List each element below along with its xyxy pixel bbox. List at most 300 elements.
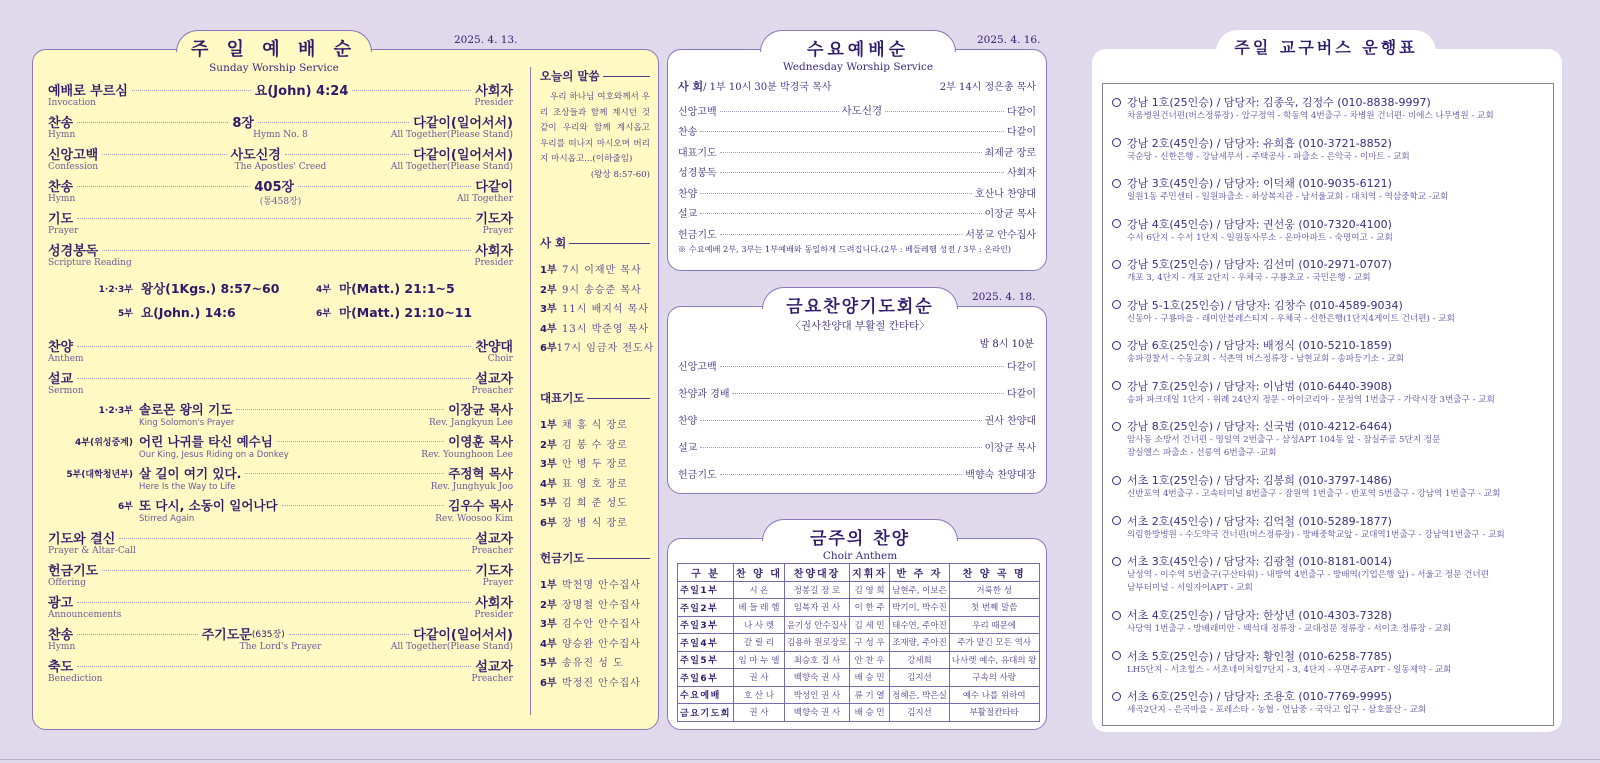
bus-route-title: 서초 4호(25인승) / 담당자: 한상년 (010-4303-7328) — [1127, 609, 1392, 622]
leader-dots — [720, 366, 1004, 367]
leader-dots — [285, 154, 409, 155]
order-item-kr: 기도 — [48, 211, 74, 227]
column-header: 구 분 — [678, 564, 734, 582]
scripture-ref: 왕상(1Kgs.) 8:57~60 — [141, 281, 280, 296]
leader-dots — [700, 213, 981, 214]
bus-header-tab — [1216, 30, 1436, 57]
order-line-en — [48, 354, 513, 366]
friday-time: 밤 8시 10분 — [979, 339, 1034, 350]
table-cell: 강세희 — [890, 651, 950, 669]
sermon-service: 5부(대학청년부) — [66, 469, 133, 480]
order-item-en: Confession — [48, 162, 99, 172]
order-line — [48, 208, 513, 226]
table-cell: 구 성 우 — [850, 634, 890, 652]
sidebar-row — [540, 473, 650, 493]
order-item-leader: 다같이(일어서서) — [413, 115, 513, 131]
order-item-kr: 찬송 — [48, 179, 74, 195]
prayer-heading — [540, 390, 650, 406]
offering-list — [540, 574, 650, 691]
order-item: 찬양 — [678, 416, 698, 427]
order-item-detail: 주기도문 — [201, 627, 252, 643]
order-item-leader: 기도자 — [475, 563, 513, 579]
bus-route-header — [1112, 175, 1553, 191]
sermon-title-en: Stirred Again — [139, 514, 195, 524]
order-item-leader-en: Prayer — [482, 578, 513, 588]
table-row — [678, 686, 1040, 704]
bus-route-stops: 송파경찰서 - 수동교회 - 석촌역 버스정류장 - 남현교회 - 송파등기소 - 교회 — [1127, 354, 1405, 364]
heading-text: 사 회 — [540, 236, 567, 250]
presider-1: / 1부 10시 30분 박경국 목사 — [703, 82, 832, 93]
service-number: 2부 — [540, 439, 557, 451]
table-cell: 안 찬 우 — [850, 651, 890, 669]
order-line — [48, 80, 513, 98]
bus-route-header — [1112, 553, 1553, 569]
leader-dots — [885, 111, 1004, 112]
service-number: 6부 — [540, 677, 557, 689]
order-item: 찬양 — [678, 188, 698, 200]
leader-dots — [352, 90, 471, 91]
sidebar-row — [540, 652, 650, 672]
order-item-en: Announcements — [48, 610, 122, 620]
leader-dots — [282, 505, 445, 506]
sermon-preacher-en: Rev. Woosoo Kim — [435, 514, 513, 524]
leader-dots — [102, 250, 471, 251]
table-row — [678, 599, 1040, 617]
leader-dots — [720, 172, 1004, 173]
friday-prayer-panel — [667, 306, 1047, 494]
choir-anthem-panel — [667, 538, 1047, 730]
leader-dots — [77, 346, 471, 347]
sermon-preacher: 김우수 목사 — [448, 498, 513, 513]
order-item-leader: 다같이 — [475, 179, 514, 195]
friday-order-list — [678, 352, 1036, 487]
leader-dots — [119, 538, 471, 539]
service-number: 1부 — [540, 420, 557, 432]
order-row — [678, 182, 1036, 203]
presider-first — [678, 78, 831, 94]
order-row — [48, 560, 513, 592]
sidebar-row — [540, 574, 650, 594]
order-item-kr: 신앙고백 — [48, 147, 99, 163]
table-cell: 태수연, 주아진 — [890, 616, 950, 634]
circle-bullet-icon — [1112, 692, 1121, 701]
bus-route-stops: 의림한방병원 - 수도약국 건너편(버스정류장) - 방배중학교앞 - 교대역1번출구 - 강남역1번출구 - 교회 — [1127, 529, 1505, 540]
order-item: 헌금기도 — [678, 470, 717, 481]
sermon-title-en: Here Is the Way to Life — [139, 482, 236, 492]
table-row — [678, 616, 1040, 634]
column-header: 지휘자 — [850, 564, 890, 582]
sidebar-row — [540, 633, 650, 653]
sidebar-row — [540, 613, 650, 633]
verse-reference: (왕상 8:57-60) — [590, 169, 650, 180]
order-row — [678, 460, 1036, 487]
sermon-preacher: 이영훈 목사 — [448, 434, 513, 449]
bus-route-item — [1112, 472, 1553, 513]
table-cell: 김용하 원로장로 — [784, 634, 849, 652]
sermon-preacher-en: Rev. Jangkyun Lee — [429, 418, 513, 428]
order-item-detail-en: The Apostles' Creed — [234, 162, 327, 172]
order-line — [48, 112, 513, 130]
order-item-kr: 찬송 — [48, 627, 74, 643]
service-number: 3부 — [540, 304, 557, 316]
bus-route-stops: 잠실엘스 파출소 - 선릉역 6번출구 -교회 — [1127, 448, 1277, 458]
order-line-en — [48, 578, 513, 590]
presider-label: 사 회 — [678, 80, 704, 93]
order-item-leader-en: Choir — [487, 354, 513, 364]
order-row — [678, 223, 1036, 244]
table-cell: 정봉길 장 로 — [784, 581, 849, 599]
bus-route-title: 서초 3호(45인승) / 담당자: 김광철 (010-8181-0014) — [1127, 555, 1392, 568]
wednesday-title: 수요예배순 — [806, 40, 910, 60]
sermon-title: 솔로몬 왕의 기도 — [139, 402, 233, 417]
order-item-leader-en: Presider — [474, 258, 513, 268]
order-item-leader-en: Prayer — [482, 226, 513, 236]
assignee: 박정진 안수집사 — [562, 677, 641, 689]
order-line-en — [48, 98, 513, 110]
table-cell: 예수 나를 위하여 — [949, 686, 1039, 704]
column-header: 찬 양 대 — [733, 564, 784, 582]
table-cell: 백향숙 권 사 — [784, 704, 849, 722]
leader-dots — [732, 393, 1004, 394]
table-cell: 조재량, 주아진 — [890, 634, 950, 652]
assignee: 표 영 호 장로 — [562, 478, 628, 490]
assignee: 17시 임금자 전도사 — [556, 343, 655, 355]
service-tag: 6부 — [316, 308, 331, 319]
heading-rule — [603, 76, 650, 77]
circle-bullet-icon — [1112, 179, 1121, 188]
order-line — [48, 176, 513, 194]
sermon-title-en: King Solomon's Prayer — [139, 418, 235, 428]
service-number: 4부 — [540, 323, 557, 335]
order-item-leader: 기도자 — [475, 211, 513, 227]
table-row — [678, 704, 1040, 722]
order-row — [48, 528, 513, 560]
sermon-row — [48, 400, 513, 432]
order-item-leader: 서봉교 안수집사 — [965, 229, 1036, 241]
bus-routes-list — [1102, 83, 1554, 726]
sermon-title: 어린 나귀를 타신 예수님 — [139, 434, 273, 449]
bus-route-stops: 세곡2단지 - 은곡마을 - 포레스타 - 농협 - 언남중 - 국악고 입구 - 삼호물산 - 교회 — [1127, 705, 1427, 715]
sermon-line — [48, 400, 513, 418]
order-row — [678, 100, 1036, 121]
table-cell: 김지선 — [890, 704, 950, 722]
order-line — [48, 560, 513, 578]
sunday-title: 주 일 예 배 순 — [190, 39, 357, 60]
prayer-list — [540, 414, 650, 531]
table-cell: 주일6부 — [678, 669, 734, 687]
table-cell: 주일5부 — [678, 651, 734, 669]
order-item: 설교 — [678, 209, 698, 221]
table-cell: 베 들 레 헴 — [733, 599, 784, 617]
sermon-line — [48, 496, 513, 514]
service-tag: 4부 — [316, 284, 331, 295]
assignee: 장 병 식 장로 — [562, 517, 628, 529]
sermon-preacher-en: Rev. Younghoon Lee — [421, 450, 513, 460]
sidebar-row — [540, 414, 650, 434]
order-item-kr: 예배로 부르심 — [48, 83, 128, 99]
circle-bullet-icon — [1112, 516, 1121, 525]
bus-route-header — [1112, 216, 1553, 232]
order-row — [48, 176, 513, 208]
bus-route-header — [1112, 337, 1553, 353]
order-line-en — [48, 226, 513, 238]
order-item-leader: 권사 찬양대 — [984, 416, 1036, 427]
leader-dots — [700, 131, 1004, 132]
wednesday-order-list — [678, 100, 1036, 244]
assignee: 채 홍 식 장로 — [562, 420, 628, 432]
scripture-row — [48, 300, 513, 324]
order-item-en: Sermon — [48, 386, 84, 396]
offering-prayer-block — [540, 550, 650, 691]
circle-bullet-icon — [1112, 611, 1121, 620]
order-line — [48, 368, 513, 386]
order-row — [678, 433, 1036, 460]
scripture-ref: 마(Matt.) 21:10~11 — [339, 305, 473, 320]
table-cell: 김 영 희 — [850, 581, 890, 599]
friday-header-tab — [762, 287, 958, 332]
order-line — [48, 592, 513, 610]
friday-title: 금요찬양기도회순 — [786, 297, 934, 317]
sidebar-row — [540, 259, 650, 279]
service-number: 5부 — [540, 498, 557, 510]
order-item-detail: 8장 — [232, 115, 254, 131]
leader-dots — [236, 409, 444, 410]
sidebar-divider — [530, 67, 531, 715]
assignee: 양승완 안수집사 — [562, 638, 641, 650]
order-item-en: Hymn — [48, 194, 76, 204]
leader-dots — [102, 154, 226, 155]
order-item-kr: 헌금기도 — [48, 563, 99, 579]
order-item-en: Benediction — [48, 674, 103, 684]
order-item: 성경봉독 — [678, 168, 717, 180]
bus-route-title: 강남 8호(25인승) / 담당자: 신국범 (010-4212-6464) — [1127, 420, 1392, 433]
order-item-en: Scripture Reading — [48, 258, 132, 268]
bus-route-title: 강남 5호(25인승) / 담당자: 김선미 (010-2971-0707) — [1127, 258, 1392, 271]
bus-route-stops: 국순당 - 신한은행 - 강남세무서 - 주택공사 - 파출소 - 은악국 - 이마트 - 교회 — [1127, 151, 1410, 162]
order-line-en — [48, 546, 513, 558]
table-cell: 임 마 누 엘 — [733, 651, 784, 669]
order-row — [678, 352, 1036, 379]
circle-bullet-icon — [1112, 651, 1121, 660]
choir-header-tab — [762, 519, 958, 562]
order-item-leader: 다같이 — [1007, 106, 1037, 118]
scripture-ref: 마(Matt.) 21:1~5 — [339, 281, 455, 296]
presiders-heading — [540, 235, 650, 251]
order-item: 신앙고백 — [678, 362, 717, 373]
table-cell: 최승호 집 사 — [784, 651, 849, 669]
assignee: 송유진 성 도 — [562, 658, 624, 670]
bus-route-header — [1112, 418, 1553, 434]
order-item-en: Hymn — [48, 642, 76, 652]
column-header: 반 주 자 — [890, 564, 950, 582]
leader-dots — [77, 634, 197, 635]
service-number: 3부 — [540, 619, 557, 631]
sermon-preacher: 이장균 목사 — [448, 402, 513, 417]
order-item-detail: 사도신경 — [841, 104, 883, 117]
order-item: 대표기도 — [678, 147, 717, 159]
leader-dots — [700, 193, 972, 194]
sermon-service: 6부 — [118, 501, 133, 512]
table-cell: 금요기도회 — [678, 704, 734, 722]
order-item-detail: 사도신경 — [230, 147, 281, 163]
leader-dots — [77, 218, 471, 219]
order-item-en: Prayer — [48, 226, 79, 236]
leader-dots — [720, 152, 982, 153]
order-row — [48, 208, 513, 240]
sidebar-row — [540, 594, 650, 614]
order-item-leader: 다같이 — [1007, 389, 1036, 400]
bus-route-title: 강남 1호(25인승) / 담당자: 김종욱, 김정수 (010-8838-9997) — [1127, 96, 1431, 109]
wednesday-header-tab — [760, 30, 956, 73]
sidebar-row — [540, 672, 650, 692]
order-item-en: Anthem — [48, 354, 84, 364]
bus-route-item — [1112, 648, 1553, 689]
service-number: 2부 — [540, 599, 557, 611]
bus-route-header — [1112, 688, 1553, 704]
heading-rule — [569, 243, 650, 244]
order-item-leader: 다같이(일어서서) — [413, 627, 513, 643]
bus-route-title: 강남 3호(45인승) / 담당자: 이덕채 (010-9035-6121) — [1127, 177, 1392, 190]
table-cell: 박성인 권 사 — [784, 686, 849, 704]
assignee: 박천명 안수집사 — [562, 580, 641, 592]
circle-bullet-icon — [1112, 381, 1121, 390]
sidebar-row — [540, 512, 650, 532]
order-item-kr: 광고 — [48, 595, 74, 611]
table-cell: 남현주, 이보은 — [890, 581, 950, 599]
service-number: 1부 — [540, 265, 557, 277]
order-item-en: Offering — [48, 578, 86, 588]
bus-route-item — [1112, 378, 1553, 419]
order-item-en: Invocation — [48, 98, 96, 108]
circle-bullet-icon — [1112, 476, 1121, 485]
assignee: 안 병 두 장로 — [562, 459, 628, 471]
table-row — [678, 634, 1040, 652]
sidebar-row — [540, 434, 650, 454]
sermon-row — [48, 496, 513, 528]
bus-route-item — [1112, 135, 1553, 176]
bus-route-item — [1112, 175, 1553, 216]
assignee: 김수안 안수집사 — [562, 619, 641, 631]
bus-route-stops: 수서 6단지 - 수서 1단지 - 일원동사무소 - 온마아파트 - 숙명여고 - 교회 — [1127, 232, 1393, 243]
offering-heading — [540, 550, 650, 566]
bus-route-title: 서초 2호(45인승) / 담당자: 김억철 (010-5289-1877) — [1127, 514, 1392, 528]
sunday-header-tab — [176, 30, 372, 74]
todays-word-heading — [540, 68, 650, 84]
table-cell: 주가 맡긴 모든 역사 — [949, 634, 1039, 652]
heading-text: 오늘의 말씀 — [540, 69, 600, 83]
order-item-detail-small: (635장) — [251, 629, 285, 640]
order-row — [48, 240, 513, 272]
order-line — [48, 528, 513, 546]
order-item-leader: 최제균 장로 — [984, 147, 1036, 159]
assignee: 장명철 안수집사 — [562, 599, 641, 611]
order-item-leader: 찬양대 — [475, 339, 513, 355]
table-cell: 부활절칸타타 — [949, 704, 1039, 722]
order-item-kr: 설교 — [48, 371, 74, 387]
bus-route-item — [1112, 513, 1553, 554]
bus-title: 주일 교구버스 운행표 — [1234, 38, 1418, 57]
order-item-leader: 다같이(일어서서) — [413, 147, 514, 163]
choir-title: 금주의 찬양 — [809, 529, 911, 549]
sermon-title-en: Our King, Jesus Riding on a Donkey — [139, 450, 289, 460]
bus-route-item — [1112, 418, 1553, 472]
leader-dots — [77, 186, 250, 187]
wednesday-presiders — [678, 78, 1036, 94]
order-item-kr: 찬양 — [48, 339, 74, 355]
circle-bullet-icon — [1112, 98, 1121, 107]
table-cell: 배 승 민 — [850, 704, 890, 722]
presiders-block — [540, 235, 655, 357]
sermon-preacher-en: Rev. Junghyuk Joo — [430, 482, 513, 492]
order-item-leader-en: Preacher — [471, 546, 513, 556]
table-cell: 윤기성 안수집사 — [784, 616, 849, 634]
order-row — [48, 336, 513, 368]
order-line-en — [48, 162, 513, 174]
sermon-service: 4부(위성중계) — [75, 437, 133, 448]
choir-table — [677, 563, 1040, 722]
bus-route-item — [1112, 337, 1553, 378]
table-cell: 류 기 열 — [850, 686, 890, 704]
bus-route-item — [1112, 553, 1553, 607]
heading-text: 대표기도 — [540, 391, 585, 405]
sunday-date: 2025. 4. 13. — [454, 34, 518, 46]
order-row — [48, 80, 513, 112]
order-item-en: Hymn — [48, 130, 76, 140]
circle-bullet-icon — [1112, 138, 1121, 147]
sunday-worship-panel — [32, 49, 659, 730]
order-line-en — [48, 642, 513, 654]
circle-bullet-icon — [1112, 422, 1121, 431]
order-row — [678, 379, 1036, 406]
service-number: 4부 — [540, 638, 557, 650]
assignee: 김 봉 수 장로 — [562, 439, 628, 451]
sermon-preacher: 주정혁 목사 — [448, 466, 513, 481]
order-item-leader: 호산나 찬양대 — [974, 188, 1036, 200]
order-item-detail-en: Hymn No. 8 — [253, 130, 308, 140]
leader-dots — [720, 111, 839, 112]
order-item: 헌금기도 — [678, 229, 717, 241]
table-cell: 박기이, 박수진 — [890, 599, 950, 617]
service-tag: 1·2·3부 — [98, 284, 133, 295]
choir-table-header — [678, 564, 1040, 582]
leader-dots — [700, 420, 981, 421]
scripture-row — [48, 276, 513, 300]
bus-route-header — [1112, 378, 1553, 394]
column-header: 찬양대장 — [784, 564, 849, 582]
sidebar-row — [540, 453, 650, 473]
sermon-line-en — [48, 418, 513, 430]
leader-dots — [700, 447, 981, 448]
table-cell: 권 사 — [733, 704, 784, 722]
table-cell: 백향숙 권 사 — [784, 669, 849, 687]
order-item-leader: 사회자 — [475, 595, 513, 611]
order-item-detail: 405장 — [254, 179, 295, 195]
order-item-leader-en: All Together(Please Stand) — [390, 162, 513, 172]
sunday-order-list — [48, 80, 513, 688]
table-cell: 거룩한 성 — [949, 581, 1039, 599]
presider-2: 2부 14시 정은총 목사 — [939, 82, 1036, 93]
order-item-leader-en: All Together(Please Stand) — [390, 642, 513, 652]
service-number: 6부 — [540, 517, 557, 529]
heading-rule — [587, 558, 650, 559]
table-cell: 임복자 권 사 — [784, 599, 849, 617]
order-row — [48, 368, 513, 400]
wednesday-date: 2025. 4. 16. — [977, 34, 1041, 46]
wednesday-note: ※ 수요예배 2부, 3부는 1부예배와 동일하게 드려집니다.(2부 : 베들레헴 성전 / 3부 : 온라인) — [678, 244, 1012, 254]
leader-dots — [132, 90, 251, 91]
bus-route-title: 서초 1호(25인승) / 담당자: 김봉희 (010-3797-1486) — [1127, 474, 1392, 487]
order-item-leader-en: Preacher — [471, 386, 513, 396]
